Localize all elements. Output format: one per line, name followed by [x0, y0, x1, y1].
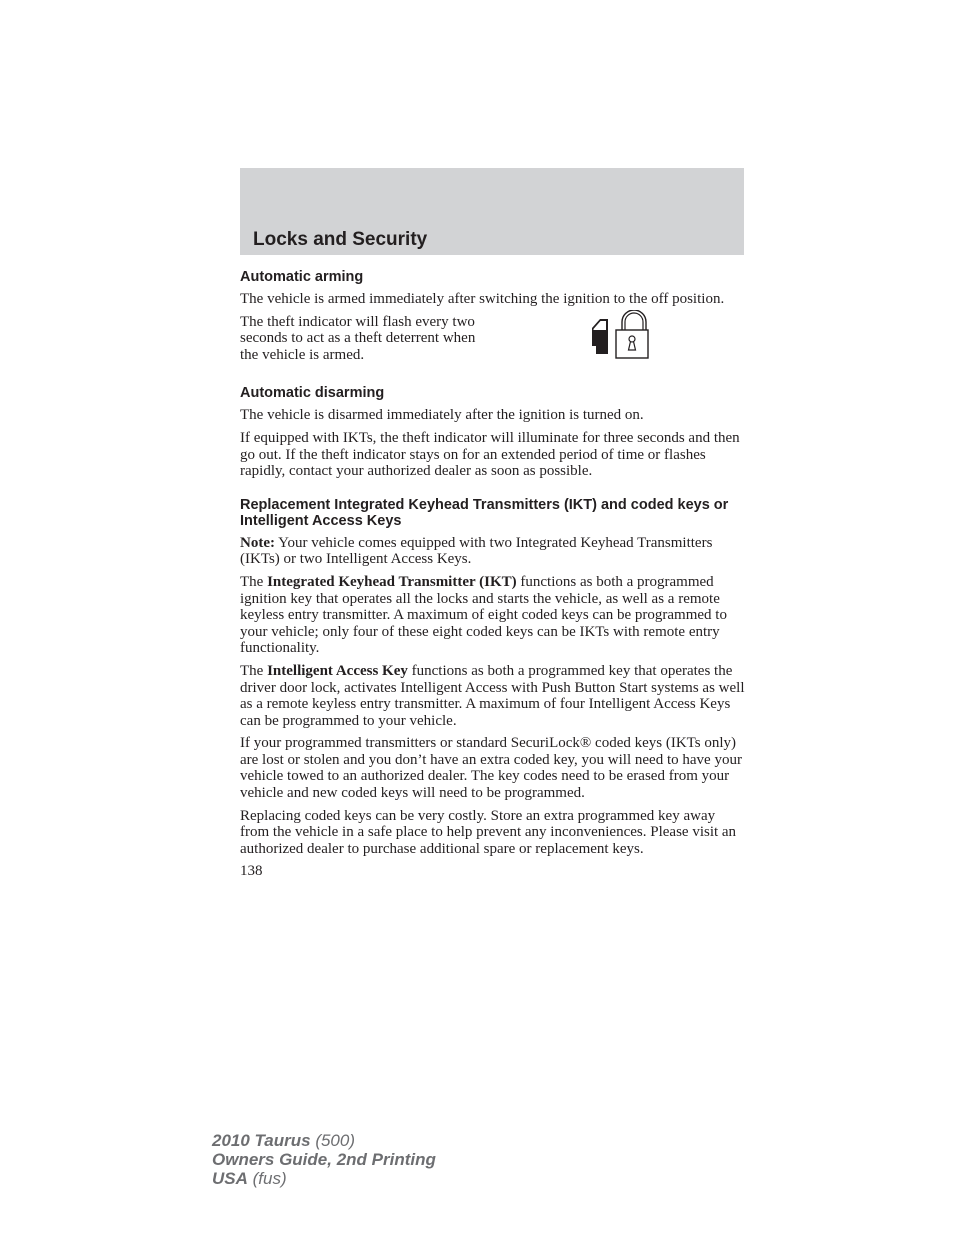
footer-market: USA — [212, 1169, 248, 1188]
page-number: 138 — [240, 863, 263, 880]
footer-model-code: (500) — [310, 1131, 356, 1150]
heading-automatic-disarming: Automatic disarming — [240, 385, 385, 402]
page-title: Locks and Security — [253, 229, 428, 250]
iak-term: Intelligent Access Key — [267, 662, 408, 679]
ikt-term: Integrated Keyhead Transmitter (IKT) — [267, 573, 517, 590]
arming-paragraph-2: The theft indicator will flash every two seconds to act as a theft deterrent when the vehicle is armed. — [240, 313, 476, 363]
ikt-paragraph — [240, 574, 746, 657]
note-paragraph — [240, 535, 746, 568]
iak-text: functions as both a programmed key that operates the driver door lock, activates Intelligent Access with Push Button Start systems as well as a remote keyless entry transmitter. A maximum of four Intelligent Access Keys can be programmed to your vehicle. — [240, 662, 745, 729]
arming-indicator-row — [240, 314, 746, 370]
theft-indicator-icon — [589, 310, 649, 367]
footer-line-2: Owners Guide, 2nd Printing — [212, 1150, 436, 1169]
ikt-text: functions as both a programmed ignition key that operates all the locks and starts the vehicle, as well as a remote keyless entry transmitter. A maximum of eight coded keys can be programmed to your vehicle; only four of these eight coded keys can be IKTs with remote entry functionality. — [240, 573, 727, 657]
lost-keys-paragraph: If your programmed transmitters or standard SecuriLock® coded keys (IKTs only) are lost or stolen and you don’t have an extra coded key, you will need to have your vehicle towed to an authorized dealer. The key codes need to be erased from your vehicle and new coded keys will need to be programmed. — [240, 735, 742, 802]
disarming-paragraph-1: The vehicle is disarmed immediately after the ignition is turned on. — [240, 407, 644, 424]
footer-line-3 — [212, 1169, 436, 1188]
ikt-pre: The — [240, 573, 268, 590]
heading-replacement-keys: Replacement Integrated Keyhead Transmitters (IKT) and coded keys or Intelligent Access Keys — [240, 496, 729, 529]
replacement-cost-paragraph: Replacing coded keys can be very costly. Store an extra programmed key away from the vehicle in a safe place to help prevent any inconveniences. Please visit an authorized dealer to purchase additional spare or replacement keys. — [240, 807, 737, 857]
header-band — [240, 168, 744, 255]
heading-automatic-arming: Automatic arming — [240, 269, 364, 285]
iak-pre: The — [240, 662, 268, 679]
footer-model: 2010 Taurus — [212, 1131, 311, 1150]
page-content — [240, 266, 746, 886]
disarming-paragraph-2: If equipped with IKTs, the theft indicator will illuminate for three seconds and then go out. If the theft indicator stays on for an extended period of time or flashes rapidly, contact your authorized dealer as soon as possible. — [240, 429, 740, 480]
arming-paragraph-1: The vehicle is armed immediately after switching the ignition to the off position. — [240, 291, 725, 307]
note-label: Note: — [240, 534, 275, 551]
footer-market-code: (fus) — [247, 1169, 287, 1188]
iak-paragraph — [240, 663, 746, 729]
note-text: Your vehicle comes equipped with two Integrated Keyhead Transmitters (IKTs) or two Intelligent Access Keys. — [240, 534, 713, 568]
footer-imprint — [212, 1131, 436, 1188]
footer-line-1 — [212, 1131, 436, 1150]
